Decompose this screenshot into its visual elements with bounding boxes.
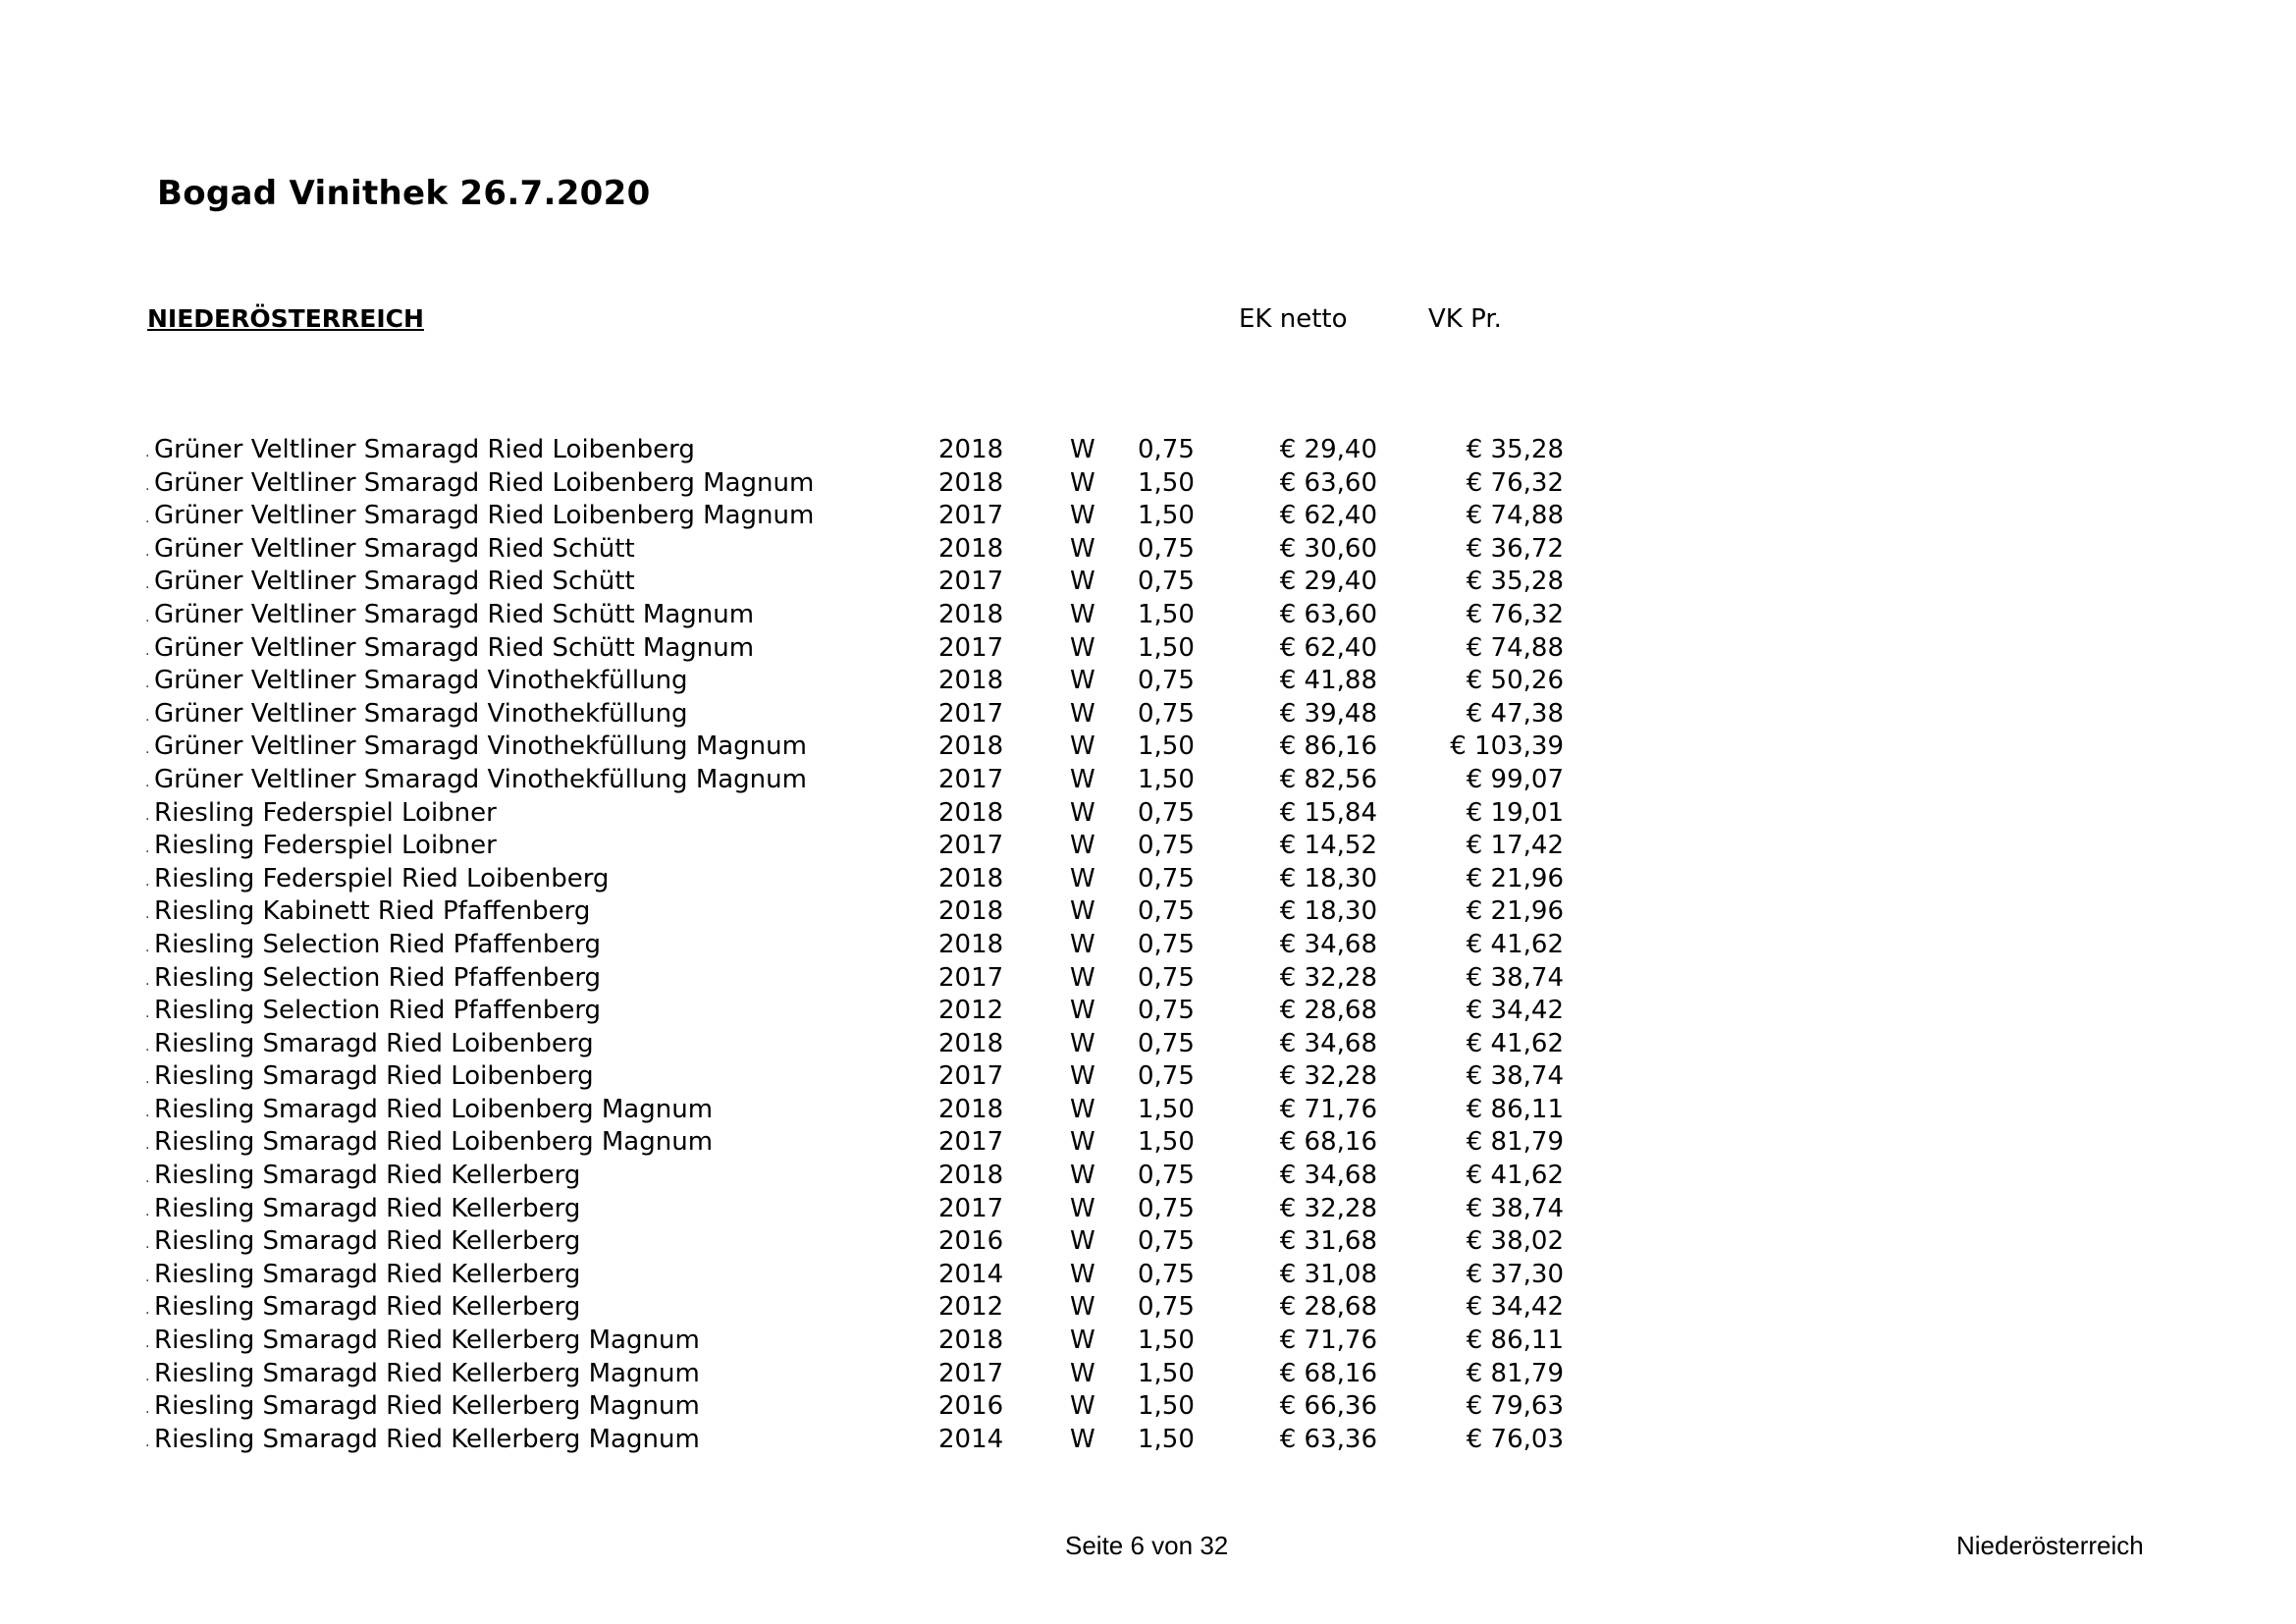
bottle-size: 1,50 [1138, 632, 1195, 663]
bottle-size: 0,75 [1138, 896, 1195, 927]
table-row [145, 1358, 1569, 1391]
table-row [145, 797, 1569, 831]
bottle-size: 1,50 [1138, 1391, 1195, 1422]
wine-color: W [1070, 996, 1095, 1026]
vk-price: € 21,96 [1466, 896, 1564, 927]
wine-color: W [1070, 929, 1095, 959]
bottle-size: 1,50 [1138, 1094, 1195, 1124]
table-row [145, 1424, 1569, 1457]
wine-name: Grüner Veltliner Smaragd Ried Loibenberg Magnum [154, 501, 815, 531]
vintage-year: 2018 [938, 666, 1004, 696]
vk-price: € 74,88 [1466, 501, 1564, 531]
vk-price: € 86,11 [1466, 1094, 1564, 1124]
row-bullet-icon: . [145, 708, 150, 725]
wine-color: W [1070, 1391, 1095, 1422]
ek-netto-price: € 63,36 [1279, 1424, 1377, 1454]
row-bullet-icon: . [145, 1071, 150, 1088]
vk-price: € 35,28 [1466, 435, 1564, 464]
bottle-size: 1,50 [1138, 599, 1195, 629]
bottle-size: 0,75 [1138, 1028, 1195, 1058]
wine-color: W [1070, 1094, 1095, 1124]
bottle-size: 1,50 [1138, 467, 1195, 498]
wine-name: Grüner Veltliner Smaragd Vinothekfüllung Magnum [154, 731, 807, 762]
bottle-size: 0,75 [1138, 666, 1195, 696]
wine-name: Riesling Kabinett Ried Pfaffenberg [154, 896, 591, 927]
ek-netto-price: € 31,68 [1279, 1226, 1377, 1257]
vintage-year: 2014 [938, 1424, 1004, 1454]
vintage-year: 2018 [938, 1161, 1004, 1191]
ek-netto-price: € 63,60 [1279, 467, 1377, 498]
wine-name: Riesling Smaragd Ried Loibenberg [154, 1028, 594, 1058]
vk-price: € 81,79 [1466, 1358, 1564, 1388]
ek-netto-price: € 63,60 [1279, 599, 1377, 629]
vk-price: € 76,03 [1466, 1424, 1564, 1454]
vintage-year: 2017 [938, 1061, 1004, 1092]
table-row [145, 434, 1569, 467]
wine-color: W [1070, 863, 1095, 893]
row-bullet-icon: . [145, 741, 150, 758]
wine-name: Grüner Veltliner Smaragd Ried Schütt Magnum [154, 632, 755, 663]
table-row [145, 895, 1569, 929]
wine-name: Riesling Selection Ried Pfaffenberg [154, 962, 602, 993]
vk-price: € 41,62 [1466, 1161, 1564, 1191]
vk-price: € 103,39 [1450, 731, 1564, 762]
table-row [145, 500, 1569, 533]
wine-name: Riesling Federspiel Loibner [154, 797, 497, 828]
wine-name: Riesling Smaragd Ried Loibenberg Magnum [154, 1127, 714, 1158]
vintage-year: 2018 [938, 929, 1004, 959]
vintage-year: 2017 [938, 764, 1004, 794]
bottle-size: 0,75 [1138, 929, 1195, 959]
ek-netto-price: € 86,16 [1279, 731, 1377, 762]
wine-color: W [1070, 1161, 1095, 1191]
row-bullet-icon: . [145, 477, 150, 494]
vk-price: € 19,01 [1466, 797, 1564, 828]
vintage-year: 2018 [938, 896, 1004, 927]
vintage-year: 2018 [938, 1028, 1004, 1058]
wine-color: W [1070, 1259, 1095, 1289]
ek-netto-price: € 62,40 [1279, 501, 1377, 531]
bottle-size: 0,75 [1138, 1061, 1195, 1092]
ek-netto-price: € 41,88 [1279, 666, 1377, 696]
vintage-year: 2017 [938, 567, 1004, 597]
vintage-year: 2012 [938, 996, 1004, 1026]
vk-price: € 35,28 [1466, 567, 1564, 597]
vk-price: € 76,32 [1466, 467, 1564, 498]
table-row [145, 1225, 1569, 1259]
table-row [145, 566, 1569, 599]
table-row [145, 1094, 1569, 1127]
vk-price: € 21,96 [1466, 863, 1564, 893]
page-number: Seite 6 von 32 [1065, 1531, 1229, 1560]
table-row [145, 863, 1569, 896]
vintage-year: 2017 [938, 632, 1004, 663]
vintage-year: 2016 [938, 1391, 1004, 1422]
row-bullet-icon: . [145, 1104, 150, 1120]
table-row [145, 467, 1569, 501]
vk-price: € 38,74 [1466, 962, 1564, 993]
document-title: Bogad Vinithek 26.7.2020 [157, 174, 651, 213]
vintage-year: 2018 [938, 467, 1004, 498]
wine-color: W [1070, 1193, 1095, 1223]
bottle-size: 0,75 [1138, 435, 1195, 464]
ek-netto-price: € 18,30 [1279, 896, 1377, 927]
row-bullet-icon: . [145, 1203, 150, 1219]
wine-name: Grüner Veltliner Smaragd Ried Schütt Magnum [154, 599, 755, 629]
wine-name: Riesling Smaragd Ried Kellerberg Magnum [154, 1391, 700, 1422]
ek-netto-price: € 82,56 [1279, 764, 1377, 794]
wine-color: W [1070, 467, 1095, 498]
row-bullet-icon: . [145, 807, 150, 824]
wine-color: W [1070, 435, 1095, 464]
vintage-year: 2017 [938, 831, 1004, 861]
row-bullet-icon: . [145, 1368, 150, 1384]
ek-netto-price: € 39,48 [1279, 698, 1377, 729]
wine-color: W [1070, 1226, 1095, 1257]
wine-color: W [1070, 1028, 1095, 1058]
bottle-size: 1,50 [1138, 731, 1195, 762]
wine-color: W [1070, 698, 1095, 729]
wine-name: Grüner Veltliner Smaragd Ried Schütt [154, 567, 635, 597]
vintage-year: 2018 [938, 1326, 1004, 1356]
wine-name: Riesling Smaragd Ried Kellerberg [154, 1226, 581, 1257]
row-bullet-icon: . [145, 1401, 150, 1418]
bottle-size: 0,75 [1138, 831, 1195, 861]
wine-name: Riesling Smaragd Ried Loibenberg Magnum [154, 1094, 714, 1124]
row-bullet-icon: . [145, 873, 150, 890]
row-bullet-icon: . [145, 609, 150, 625]
row-bullet-icon: . [145, 1038, 150, 1055]
ek-netto-price: € 29,40 [1279, 435, 1377, 464]
bottle-size: 0,75 [1138, 1259, 1195, 1289]
ek-netto-price: € 34,68 [1279, 1161, 1377, 1191]
wine-color: W [1070, 1127, 1095, 1158]
ek-netto-price: € 14,52 [1279, 831, 1377, 861]
row-bullet-icon: . [145, 939, 150, 955]
vintage-year: 2018 [938, 863, 1004, 893]
wine-name: Grüner Veltliner Smaragd Ried Loibenberg [154, 435, 695, 464]
bottle-size: 0,75 [1138, 962, 1195, 993]
wine-name: Grüner Veltliner Smaragd Vinothekfüllung [154, 666, 688, 696]
bottle-size: 0,75 [1138, 1292, 1195, 1323]
ek-netto-price: € 68,16 [1279, 1127, 1377, 1158]
wine-name: Riesling Smaragd Ried Kellerberg [154, 1193, 581, 1223]
vintage-year: 2018 [938, 533, 1004, 564]
table-row [145, 665, 1569, 698]
bottle-size: 1,50 [1138, 1358, 1195, 1388]
bottle-size: 1,50 [1138, 764, 1195, 794]
ek-netto-price: € 34,68 [1279, 1028, 1377, 1058]
bottle-size: 1,50 [1138, 501, 1195, 531]
table-row [145, 764, 1569, 797]
table-row [145, 1060, 1569, 1094]
vintage-year: 2012 [938, 1292, 1004, 1323]
ek-netto-price: € 68,16 [1279, 1358, 1377, 1388]
ek-netto-price: € 31,08 [1279, 1259, 1377, 1289]
row-bullet-icon: . [145, 972, 150, 989]
row-bullet-icon: . [145, 543, 150, 560]
vintage-year: 2016 [938, 1226, 1004, 1257]
vk-price: € 76,32 [1466, 599, 1564, 629]
vk-price: € 38,02 [1466, 1226, 1564, 1257]
vk-price: € 47,38 [1466, 698, 1564, 729]
ek-netto-price: € 32,28 [1279, 962, 1377, 993]
row-bullet-icon: . [145, 774, 150, 790]
ek-netto-price: € 34,68 [1279, 929, 1377, 959]
row-bullet-icon: . [145, 676, 150, 692]
wine-color: W [1070, 1292, 1095, 1323]
wine-color: W [1070, 1061, 1095, 1092]
vintage-year: 2014 [938, 1259, 1004, 1289]
ek-netto-price: € 15,84 [1279, 797, 1377, 828]
wine-color: W [1070, 666, 1095, 696]
wine-name: Riesling Federspiel Ried Loibenberg [154, 863, 610, 893]
bottle-size: 1,50 [1138, 1424, 1195, 1454]
table-row [145, 962, 1569, 996]
ek-netto-price: € 66,36 [1279, 1391, 1377, 1422]
vintage-year: 2018 [938, 731, 1004, 762]
vk-price: € 41,62 [1466, 929, 1564, 959]
vk-price: € 34,42 [1466, 996, 1564, 1026]
vintage-year: 2017 [938, 1127, 1004, 1158]
vintage-year: 2017 [938, 698, 1004, 729]
vk-price: € 37,30 [1466, 1259, 1564, 1289]
wine-color: W [1070, 599, 1095, 629]
wine-name: Riesling Smaragd Ried Loibenberg [154, 1061, 594, 1092]
wine-name: Riesling Selection Ried Pfaffenberg [154, 929, 602, 959]
bottle-size: 0,75 [1138, 567, 1195, 597]
vintage-year: 2018 [938, 599, 1004, 629]
vintage-year: 2017 [938, 1358, 1004, 1388]
wine-name: Riesling Smaragd Ried Kellerberg [154, 1259, 581, 1289]
ek-netto-price: € 32,28 [1279, 1061, 1377, 1092]
wine-color: W [1070, 764, 1095, 794]
vk-price: € 38,74 [1466, 1193, 1564, 1223]
wine-color: W [1070, 962, 1095, 993]
ek-netto-price: € 62,40 [1279, 632, 1377, 663]
row-bullet-icon: . [145, 906, 150, 923]
wine-color: W [1070, 1358, 1095, 1388]
bottle-size: 0,75 [1138, 533, 1195, 564]
bottle-size: 1,50 [1138, 1127, 1195, 1158]
bottle-size: 0,75 [1138, 1226, 1195, 1257]
table-row [145, 1028, 1569, 1061]
wine-name: Grüner Veltliner Smaragd Ried Loibenberg Magnum [154, 467, 815, 498]
table-row [145, 1325, 1569, 1358]
wine-name: Riesling Smaragd Ried Kellerberg [154, 1161, 581, 1191]
row-bullet-icon: . [145, 1269, 150, 1285]
table-row [145, 830, 1569, 863]
vk-price: € 36,72 [1466, 533, 1564, 564]
wine-name: Riesling Federspiel Loibner [154, 831, 497, 861]
wine-color: W [1070, 1424, 1095, 1454]
vk-price: € 79,63 [1466, 1391, 1564, 1422]
ek-netto-price: € 71,76 [1279, 1326, 1377, 1356]
vintage-year: 2017 [938, 501, 1004, 531]
column-header-vk-price: VK Pr. [1428, 304, 1502, 334]
row-bullet-icon: . [145, 1236, 150, 1253]
ek-netto-price: € 32,28 [1279, 1193, 1377, 1223]
wine-name: Riesling Selection Ried Pfaffenberg [154, 996, 602, 1026]
wine-color: W [1070, 797, 1095, 828]
table-row [145, 698, 1569, 731]
wine-color: W [1070, 567, 1095, 597]
table-row [145, 995, 1569, 1028]
wine-price-list [145, 434, 1569, 1456]
wine-color: W [1070, 501, 1095, 531]
wine-color: W [1070, 1326, 1095, 1356]
wine-name: Grüner Veltliner Smaragd Vinothekfüllung [154, 698, 688, 729]
vk-price: € 34,42 [1466, 1292, 1564, 1323]
vk-price: € 81,79 [1466, 1127, 1564, 1158]
table-row [145, 632, 1569, 666]
vk-price: € 86,11 [1466, 1326, 1564, 1356]
table-row [145, 1126, 1569, 1160]
vk-price: € 74,88 [1466, 632, 1564, 663]
wine-color: W [1070, 632, 1095, 663]
row-bullet-icon: . [145, 576, 150, 593]
wine-name: Riesling Smaragd Ried Kellerberg Magnum [154, 1358, 700, 1388]
section-heading: NIEDERÖSTERREICH [147, 304, 424, 333]
bottle-size: 0,75 [1138, 797, 1195, 828]
wine-name: Grüner Veltliner Smaragd Vinothekfüllung Magnum [154, 764, 807, 794]
table-row [145, 1193, 1569, 1226]
wine-color: W [1070, 831, 1095, 861]
ek-netto-price: € 30,60 [1279, 533, 1377, 564]
ek-netto-price: € 28,68 [1279, 1292, 1377, 1323]
wine-color: W [1070, 533, 1095, 564]
wine-color: W [1070, 896, 1095, 927]
row-bullet-icon: . [145, 445, 150, 460]
footer-region-label: Niederösterreich [1956, 1531, 2144, 1560]
row-bullet-icon: . [145, 840, 150, 857]
table-row [145, 599, 1569, 632]
vintage-year: 2018 [938, 797, 1004, 828]
table-row [145, 1390, 1569, 1424]
wine-name: Riesling Smaragd Ried Kellerberg Magnum [154, 1326, 700, 1356]
bottle-size: 0,75 [1138, 1161, 1195, 1191]
ek-netto-price: € 18,30 [1279, 863, 1377, 893]
table-row [145, 731, 1569, 764]
bottle-size: 0,75 [1138, 698, 1195, 729]
bottle-size: 0,75 [1138, 1193, 1195, 1223]
wine-name: Riesling Smaragd Ried Kellerberg Magnum [154, 1424, 700, 1454]
vintage-year: 2018 [938, 435, 1004, 464]
row-bullet-icon: . [145, 1005, 150, 1022]
bottle-size: 0,75 [1138, 996, 1195, 1026]
row-bullet-icon: . [145, 511, 150, 527]
vintage-year: 2018 [938, 1094, 1004, 1124]
table-row [145, 1259, 1569, 1292]
vintage-year: 2017 [938, 962, 1004, 993]
ek-netto-price: € 28,68 [1279, 996, 1377, 1026]
wine-name: Grüner Veltliner Smaragd Ried Schütt [154, 533, 635, 564]
bottle-size: 0,75 [1138, 863, 1195, 893]
row-bullet-icon: . [145, 1302, 150, 1319]
vk-price: € 17,42 [1466, 831, 1564, 861]
ek-netto-price: € 71,76 [1279, 1094, 1377, 1124]
wine-color: W [1070, 731, 1095, 762]
row-bullet-icon: . [145, 1434, 150, 1450]
ek-netto-price: € 29,40 [1279, 567, 1377, 597]
table-row [145, 929, 1569, 962]
table-row [145, 1160, 1569, 1193]
vk-price: € 99,07 [1466, 764, 1564, 794]
table-row [145, 533, 1569, 567]
vintage-year: 2017 [938, 1193, 1004, 1223]
row-bullet-icon: . [145, 1170, 150, 1187]
table-row [145, 1291, 1569, 1325]
wine-name: Riesling Smaragd Ried Kellerberg [154, 1292, 581, 1323]
row-bullet-icon: . [145, 642, 150, 659]
row-bullet-icon: . [145, 1137, 150, 1154]
vk-price: € 38,74 [1466, 1061, 1564, 1092]
vk-price: € 50,26 [1466, 666, 1564, 696]
column-header-ek-netto: EK netto [1239, 304, 1348, 334]
vk-price: € 41,62 [1466, 1028, 1564, 1058]
row-bullet-icon: . [145, 1335, 150, 1352]
bottle-size: 1,50 [1138, 1326, 1195, 1356]
